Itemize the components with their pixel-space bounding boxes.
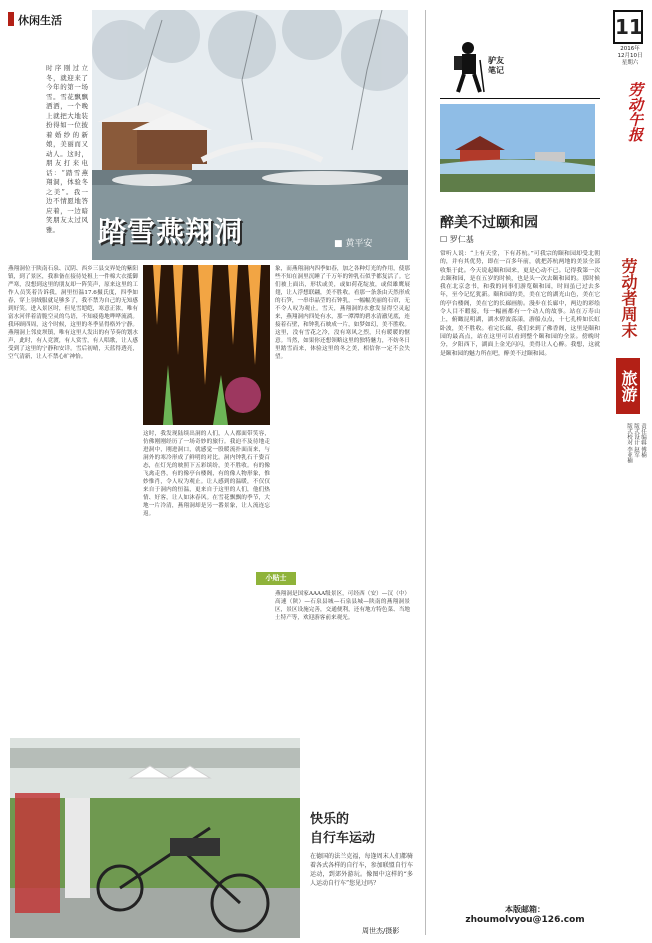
issue-date xyxy=(612,46,648,67)
cave-photo xyxy=(143,265,270,425)
designer-credit: 版式设计 赵军 xyxy=(633,423,639,458)
bike-photo xyxy=(10,738,300,938)
mailbox-label: 本版邮箱： xyxy=(505,905,545,914)
summer-palace-photo xyxy=(440,104,595,192)
column-divider xyxy=(425,10,426,935)
date-year: 2016年 xyxy=(620,46,640,52)
page-number: 11 xyxy=(613,10,643,44)
date-weekday: 星期六 xyxy=(621,60,639,66)
mailbox-email: zhoumolvyou@126.com xyxy=(465,915,585,925)
cave-stalactites-illustration xyxy=(143,265,270,425)
section-label: 休闲生活 xyxy=(18,14,62,27)
summer-palace-illustration xyxy=(440,104,595,192)
travel-header-rule xyxy=(440,98,600,99)
editorial-mailbox xyxy=(455,904,595,925)
travel-author: ☐ 罗仁基 xyxy=(440,235,474,244)
bike-scene-illustration xyxy=(10,738,300,938)
travel-title: 醉美不过颐和园 xyxy=(440,215,538,231)
hero-body-col2: 这时，我发现陆续出洞的人们，人人都面带笑容，仿佛刚刚经历了一场奇妙的旅行。我迫不及待地走进洞中，刚进洞口，就感觉一股暖流扑面而来，与洞外的寒冷形成了鲜明的对比。洞内钟乳石千姿百态，在灯光的映照下五彩缤纷，美不胜收。有的像飞禽走兽，有的像亭台楼阁，有的像人物形象，惟妙惟肖，令人叹为观止。让人感到的温暖，不仅仅来自于洞内的恒温，更来自于这里的人们，他们热情、好客，让人如沐春风。在雪花飘飘的季节，大地一片冷清，燕翔洞却是另一番景象，让人流连忘返。 xyxy=(143,431,270,517)
bike-title-line2: 自行车运动 xyxy=(310,831,376,846)
bike-photo-credit: 周世杰/摄影 xyxy=(362,927,400,935)
editor-credit: 责任编辑 傅楠 xyxy=(640,423,646,458)
column-title-travel: 旅游 xyxy=(616,358,640,414)
travel-body: 常听人说：“上有天堂，下有苏杭。”可我宗的颐和园却受北朝的，并有其优势，即在一百多年前，就把苏杭两地的美景全部收集于此。今天说起颐和园来，更是心动不已。记得我第一次去颐和园，是在五岁的时候，也是头一次去颐和园的。那时候我在北京念书，和我的同事们游览颐和园，时间虽已过去多年，至今记忆犹新。颐和园的美，美在它的湖光山色，美在它的亭台楼阁，美在它的长廊画舫。漫步在长廊中，两边的彩绘令人目不暇接，每一幅画都有一个动人的故事。站在万寿山上，俯瞰昆明湖，湖水碧波荡漾，游船点点，十七孔桥如长虹卧波，美不胜收。看完长廊，我们来到了佛香阁，这里是颐和园的最高点，站在这里可以看到整个颐和园的全景。傍晚时分，夕阳西下，湖面上金光闪闪，美得让人心醉。我想，这就是颐和园的魅力所在吧，醉美不过颐和园。 xyxy=(440,251,600,357)
travel-badge-line1: 驴友 xyxy=(488,56,504,65)
hiker-icon xyxy=(450,40,486,95)
hero-body-col3: 象，而燕翔洞内四季如春，加之各种灯光的作用，使那些不知在洞里沉睡了千万年的钟乳石似乎都复活了。它们被上面出，形状或美，或如荷花绽放，或似雄鹰展翅，让人浮想联翩，美不胜收。看那一条条由天然形成的石笋，一串串晶莹的石钟乳，一幅幅美丽的石帘，无不令人叹为观止。雪天，燕翔洞的水愈发显得空灵起来，燕翔洞内四处有水，那一潭潭的碧水清澈见底，连接着石壁，和钟乳石映成一片，如梦如幻，美不胜收。这里，没有雪花之冷，没有寒风之烈，只有暖暖的惬意。当然，如果你还想领略这里的独特魅力，不妨冬日里踏雪而来，体验这里的冬之美，相信你一定不会失望。 xyxy=(275,266,410,360)
editor-credits xyxy=(610,423,646,493)
tip-badge: 小贴士 xyxy=(256,572,296,585)
date-day: 12月10日 xyxy=(617,53,643,59)
hero-author: ■ 黄平安 xyxy=(334,239,373,249)
bike-title xyxy=(310,810,375,848)
hero-intro-text: 时序刚过立冬，就迎来了今年的第一场雪。雪花飘飘洒洒，一个晚上就把大地装扮得如一位披着婚纱的新娘，美丽而又动人。这时，朋友打来电话：“踏雪燕翔洞，体验冬之美”。我一边不情愿地答应着，一边暗笑朋友太过风雅。 xyxy=(46,64,88,234)
proofreader-credit: 版式校对 李亚楠 xyxy=(626,423,632,464)
column-title-workers-weekend: 劳动者周末 xyxy=(619,258,638,338)
tip-text: 燕翔洞是国家AAAA级景区，可经西（安）—汉（中）高速（陕）—石泉县城—石泉县城—陕南的燕翔洞景区，景区设施完善，交通便利，还有地方特色菜、当地土特产等，欢迎游客前来观光。 xyxy=(275,591,410,621)
bike-title-line1: 快乐的 xyxy=(310,812,350,827)
hero-body-col1: 燕翔洞位于陕南石泉、汉阴、西乡三县交界处的紫阳镇，到了景区，我准备在接待处租上一件棉大衣抵御严寒，没想到这里的朋友却一阵笑声，原来这里的工作人员笑着告诉我，洞里恒温17.6摄氏度，四季如春，穿上羽绒服就足够多了，我不禁为自己的无知感到好笑。进入景区时，但见雪皑皑，寒意正浓，唯有富水河伴着清脆空灵的鸟语，不知疲倦地哗哗流淌。我环顾四周，这个时候，这里的冬季显得格外宁静。燕翔洞上邻皮坝镇，唯有这里人发出的有节奏的划水声，此时，有人竞渡，有人赏雪，有人唱歌，让人感受到了这里的宁静和安详。雪后初晴，天蓝得透亮，空气清新，让人不禁心旷神怡。 xyxy=(8,266,138,360)
travel-badge-line2: 笔记 xyxy=(488,66,504,75)
newspaper-logo: 劳动午报 xyxy=(626,82,644,142)
travel-notes-badge xyxy=(488,56,504,76)
hero-title: 踏雪燕翔洞 xyxy=(98,215,244,248)
section-marker xyxy=(8,12,14,26)
bike-body: 在德国的法兰克福，每逢周末人们都骑着各式各样的自行车，参加联盟自行车运动，到郊外游玩。像图中这样的“多人运动自行车”您见过吗？ xyxy=(310,853,413,887)
